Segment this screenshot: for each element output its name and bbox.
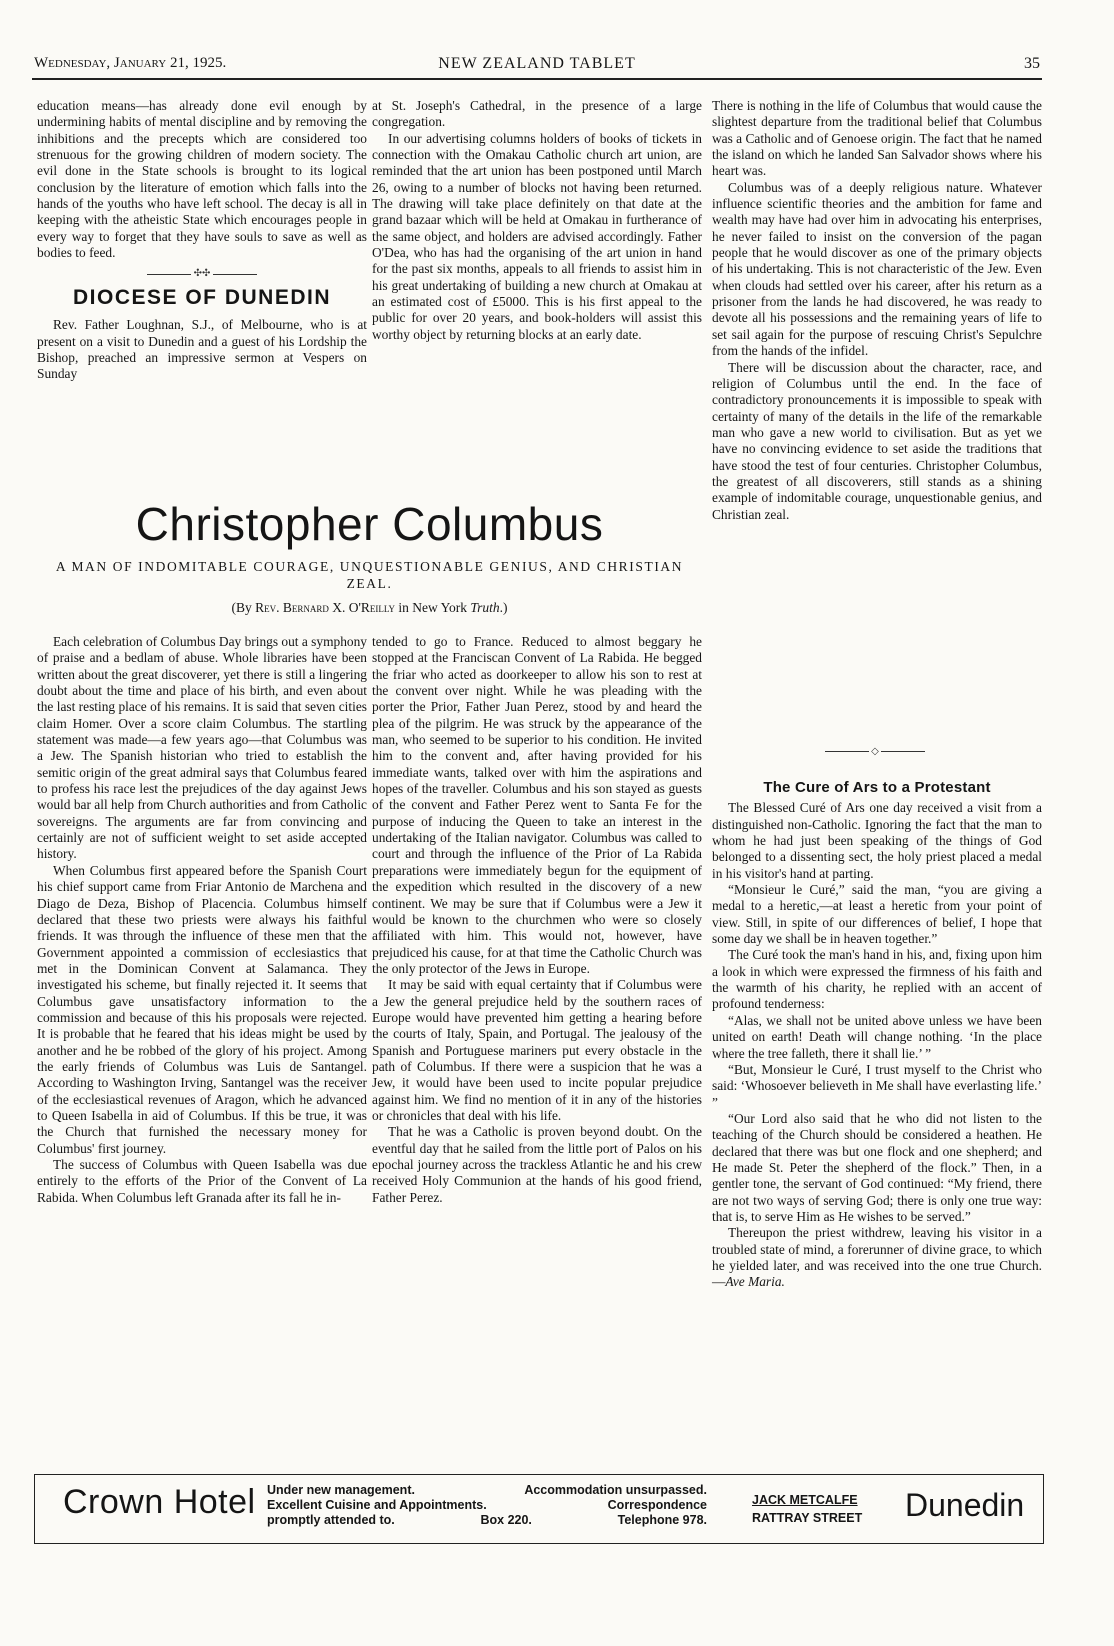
column-2-top [372,98,702,343]
article-column-1 [37,634,367,1206]
page-number: 35 [1024,55,1040,72]
paragraph: That he was a Catholic is proven beyond doubt. On the eventful day that he sailed from the little port of Palos on his epochal journey across the trackless Atlantic he and his crew received Holy Communion at the hands of his good friend, Father Perez. [372,1124,702,1205]
cure-heading: The Cure of Ars to a Protestant [763,779,991,796]
paragraph: It may be said with equal certainty that if Columbus were a Jew the general prejudice held by the southern races of Europe would have prevented him getting a hearing before the courts of Italy, Spain, and Portugal. The jealousy of the Spanish and Portuguese mariners put every obstacle in the path of Columbus. If there were a suspicion that he was a Jew, it would have been used to incite popular prejudice against him. We find no mention of it in any of the histories or chronicles that deal with his life. [372,977,702,1123]
section-ornament: ✣✣ [37,267,367,281]
ad-proprietor: JACK METCALFE RATTRAY STREET [752,1493,863,1525]
page-header [32,52,1042,80]
section-ornament: ◇ [800,746,950,757]
article-column-2 [372,634,702,1206]
cure-article [712,774,1042,1291]
article-title: Christopher Columbus [135,498,604,550]
article-byline: (By Rev. Bernard X. O'Reilly in New York Truth.) [231,600,508,615]
paper-name: NEW ZEALAND TABLET [438,55,636,72]
paragraph: “Our Lord also said that he who did not listen to the teaching of the Church should be considered a heathen. He declared that there was but one flock and one shepherd; and He made St. Peter the shepherd of the flock.” Then, in a gentler tone, the servant of God continued: “My friend, there are not two ways of serving God; there is only one true way: that is, to serve Him as He wishes to be served.” [712,1110,1042,1224]
paragraph: “Monsieur le Curé,” said the man, “you are giving a medal to a heretic,—at least a heretic from your point of view. Still, in spite of our differences of belief, I hope that some day we shall be in heaven together.” [712,882,1042,947]
paragraph: tended to go to France. Reduced to almost beggary he stopped at the Franciscan Convent of La Rabida. He begged the friar who acted as doorkeeper to allow his son to rest at the convent over night. While he was pleading with the porter the Prior, Father Juan Perez, stood by and heard the plea of the pilgrim. He was struck by the appearance of the man, who seemed to be superior to his condition. He invited him to the convent and, after having provided for his immediate wants, talked over with him the aspirations and hopes of the traveller. Columbus and his son stayed as guests of the convent and Father Perez went to Santa Fe for the purpose of inducing the Queen to take an interest in the undertaking of the Italian navigator. Columbus was called to court and through the influence of the Prior of La Rabida preparations were immediately begun for the equipment of the expedition which resulted in the discovery of a new continent. We may be sure that if Columbus were a Jew it would be known to the churchmen who were so closely affiliated with him. This would not, however, have prejudiced his cause, for at that time the Catholic Church was the only protector of the Jews in Europe. [372,634,702,976]
article-subtitle: A MAN OF INDOMITABLE COURAGE, UNQUESTIONABLE GENIUS, AND CHRISTIAN ZEAL. [55,559,684,591]
source-credit: Ave Maria. [725,1274,785,1290]
column-1-top [37,98,367,383]
crown-hotel-advertisement [34,1474,1044,1544]
paragraph: The success of Columbus with Queen Isabella was due entirely to the efforts of the Prior of the Convent of La Rabida. When Columbus left Granada after its fall he in- [37,1157,367,1205]
paragraph: There is nothing in the life of Columbus that would cause the slightest departure from the traditional belief that Columbus was a Catholic and of Genoese origin. The fact that he named the island on which he landed San Salvador shows where his heart was. [712,98,1042,179]
paragraph: In our advertising columns holders of books of tickets in connection with the Omakau Catholic church art union, are reminded that the art union has been postponed until March 26, owing to a number of blocks not having been returned. The drawing will take place definitely on that date at the grand bazaar which will be held at Omakau in furtherance of the same object, and holders are advised accordingly. Father O'Dea, who has had the organising of the art union in hand for the past six months, appeals to all friends to assist him in his great undertaking of building a new church at Omakau at an estimated cost of £5000. This is his first appeal to the public for over 20 years, and book-holders will assist this worthy object by returning blocks at an early date. [372,130,702,342]
ad-details: Under new management. Accommodation unsurpassed. Excellent Cuisine and Appointments. Correspondence promptly attended to. Box 220. Telephone 978. [267,1483,707,1527]
diocese-heading: DIOCESE OF DUNEDIN [72,286,332,310]
hotel-name: Crown Hotel [63,1483,256,1521]
paragraph: The Blessed Curé of Ars one day received a visit from a distinguished non-Catholic. Ignoring the fact that the man to whom he had just been speaking of the things of God belonged to a dissenting sect, the holy priest placed a medal in his visitor's hand at parting. [712,800,1042,881]
paragraph: Rev. Father Loughnan, S.J., of Melbourne, who is at present on a visit to Dunedin and a guest of his Lordship the Bishop, preached an impressive sermon at Vespers on Sunday [37,317,367,382]
ad-city: Dunedin [905,1487,1025,1523]
paragraph: education means—has already done evil enough by undermining habits of mental discipline and by removing the inhibitions and the precepts which are considered too strenuous for the growing children of modern society. The evil done in the State schools is brought to its logical conclusion by the literature of emotion which falls into the hands of the youths who have left school. The decay is all in keeping with the atheistic State which encourages people in every way to forget that they have souls to save as well as bodies to feed. [37,98,367,261]
paragraph: Thereupon the priest withdrew, leaving his visitor in a troubled state of mind, a forerunner of divine grace, to which he yielded later, and was received into the one true Church.—Ave Maria. [712,1225,1042,1290]
paragraph: When Columbus first appeared before the Spanish Court his chief support came from Friar Antonio de Marchena and Diago de Deza, Bishop of Placencia. Columbus himself declared that these two priests were always his faithful friends. It was through the influence of these men that the Government appointed a commission of ecclesiastics that met in the Dominican Convent at Salamanca. They investigated his scheme, but finally rejected it. It seems that Columbus gave unsatisfactory information to the commission and because of this his proposals were rejected. It is probable that he feared that his ideas might be used by another and he be robbed of the glory of his project. Among the early friends of Columbus was Luis de Santangel. According to Washington Irving, Santangel was the receiver of the ecclesiastical revenues of Aragon, which he advanced to Queen Isabella in aid of Columbus. If this be true, it was the Church that furnished the necessary money for Columbus' first journey. [37,862,367,1156]
paragraph: The Curé took the man's hand in his, and, fixing upon him a look in which were expressed the firmness of his faith and the warmth of his charity, he replied with an accent of profound tenderness: [712,947,1042,1012]
paragraph: “But, Monsieur le Curé, I trust myself to the Christ who said: ‘Whosoever believeth in Me shall have everlasting life.’ ” [712,1061,1042,1110]
paragraph: “Alas, we shall not be united above unless we have been united on earth! Death will change nothing. ‘In the place where the tree falleth, there it shall lie.’ ” [712,1012,1042,1061]
column-3-columbus [712,98,1042,523]
paragraph: There will be discussion about the character, race, and religion of Columbus until the end. In the face of contradictory pronouncements it is impossible to speak with certainty of many of the details in the life of the remarkable man who gave a new world to civilisation. But as yet we have no convincing evidence to set aside the traditions that have stood the test of four centuries. Christopher Columbus, the greatest of all discoverers, still stands as a shining example of indomitable courage, unquestionable genius, and Christian zeal. [712,359,1042,522]
paragraph: Each celebration of Columbus Day brings out a symphony of praise and a bedlam of abuse. Whole libraries have been written about the great discoverer, yet there is still a lingering doubt about the time and place of his birth, and even about the last resting place of his remains. It is said that seven cities claim Homer. Over a score claim Columbus. The startling statement was made—a few years ago—that Columbus was a Jew. The Spanish historian who tried to establish the semitic origin of the great admiral says that Columbus feared to profess his race lest the prejudices of the day against Jews would bar all help from Church authorities and from Catholic sovereigns. The arguments are far from convincing and certainly are not of sufficient weight to set aside accepted history. [37,634,367,862]
paragraph: Columbus was of a deeply religious nature. Whatever influence scientific theories and the ambition for fame and wealth may have had over him in advocating his enterprises, he never failed to insist on the conversion of the pagan people that he would discover as one of the primary objects of his undertaking. This is not characteristic of the Jew. Even when clouds had settled over his career, after his return as a prisoner from the lands he had discovered, he was ready to devote all his possessions and the remaining years of life to set sail again for the purpose of rescuing Christ's Sepulchre from the hands of the infidel. [712,179,1042,359]
issue-date: Wednesday, January 21, 1925. [34,55,227,71]
paragraph: at St. Joseph's Cathedral, in the presence of a large congregation. [372,98,702,130]
